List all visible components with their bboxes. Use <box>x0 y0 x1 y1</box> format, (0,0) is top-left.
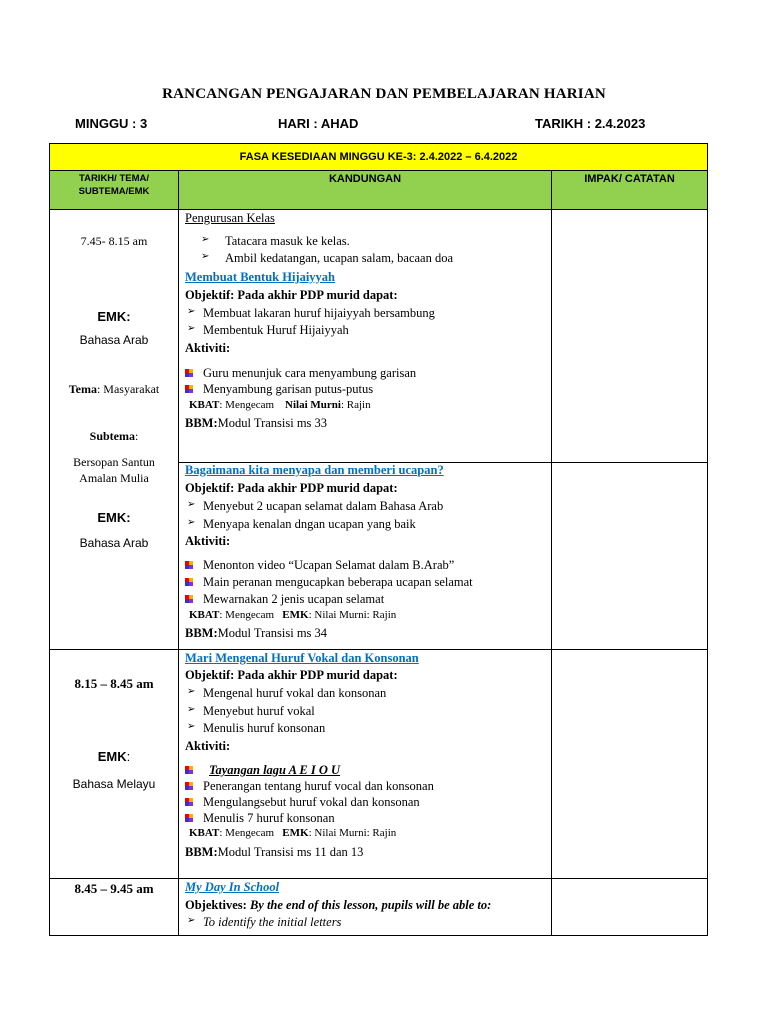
aktiviti-item <box>185 558 551 573</box>
bbm-label: BBM: <box>185 626 218 640</box>
subtema-label: Subtema <box>89 429 135 443</box>
subtema-line1: Bersopan Santun <box>73 455 155 469</box>
emk-value: : Nilai Murni: Rajin <box>308 827 397 839</box>
block1-emk-value: Bahasa Arab <box>79 333 149 347</box>
aktiviti-item-text: Main peranan mengucapkan beberapa ucapan selamat <box>203 575 473 589</box>
diamond-bullet-icon <box>185 814 193 822</box>
aktiviti-item-text: Mewarnakan 2 jenis ucapan selamat <box>203 592 385 606</box>
kbat-label: KBAT <box>189 399 220 411</box>
block3-aktiviti: Aktiviti: <box>185 739 231 753</box>
bbm-value: Modul Transisi ms 33 <box>217 416 328 430</box>
subtema-colon: : <box>135 429 139 443</box>
col-header-kandungan-label: KANDUNGAN <box>328 173 402 185</box>
diamond-bullet-icon <box>185 595 193 603</box>
objektif-item-text: Membentuk Huruf Hijaiyyah <box>203 323 349 337</box>
aktiviti-item <box>185 592 551 607</box>
block3-objektif: Objektif: Pada akhir PDP murid dapat: <box>185 668 398 682</box>
objektif-item-text: Menyebut 2 ucapan selamat dalam Bahasa Arab <box>203 499 444 513</box>
block1-tema <box>50 382 178 397</box>
pengurusan-item-text: Ambil kedatangan, ucapan salam, bacaan doa <box>225 251 454 265</box>
block4-objektif <box>185 898 491 913</box>
block1-subtema-value <box>50 454 178 486</box>
emk-colon: : <box>126 749 131 764</box>
tarikh-label: TARIKH : 2.4.2023 <box>535 116 646 131</box>
block4-time: 8.45 – 9.45 am <box>74 881 154 896</box>
col-header-kandungan <box>179 171 552 210</box>
block2-kbat-line <box>189 609 396 621</box>
nilai-value: : Rajin <box>340 399 371 411</box>
bbm-value: Modul Transisi ms 34 <box>217 626 328 640</box>
block1-aktiviti: Aktiviti: <box>185 341 231 355</box>
objektif-item: ➢ Mengenal huruf vokal dan konsonan <box>187 686 387 700</box>
hari-label: HARI : AHAD <box>278 116 359 131</box>
week-banner: FASA KESEDIAAN MINGGU KE-3: 2.4.2022 – 6.4.2022 <box>50 144 708 171</box>
block1-left-cell <box>50 210 179 650</box>
objektif-item: ➢ Membentuk Huruf Hijaiyyah <box>187 323 349 337</box>
document-title: RANCANGAN PENGAJARAN DAN PEMBELAJARAN HARIAN <box>162 86 606 102</box>
block2-impak-cell <box>552 463 708 650</box>
block3-emk-value: Bahasa Melayu <box>72 777 156 791</box>
kbat-value: : Mengecam <box>219 399 275 411</box>
objektif-item: ➢ Menulis huruf konsonan <box>187 721 326 735</box>
block3-left-cell <box>50 650 179 879</box>
aktiviti-item-text: Menyambung garisan putus-putus <box>203 382 374 396</box>
diamond-bullet-icon <box>185 766 193 774</box>
col-header-impak <box>552 171 708 210</box>
tema-label: Tema <box>68 382 97 396</box>
objektif-item: ➢ To identify the initial letters <box>187 915 342 929</box>
block3-bbm <box>185 845 363 860</box>
objektif-item-text: Menyebut huruf vokal <box>203 704 315 718</box>
emk-label: EMK <box>282 827 309 839</box>
objectives-text: By the end of this lesson, pupils will be able to: <box>246 898 492 912</box>
block3-content-cell <box>179 650 552 879</box>
col-header-tarikh-line2: SUBTEMA/EMK <box>78 186 150 197</box>
col-header-impak-label: IMPAK/ CATATAN <box>584 173 675 185</box>
block1-objektif: Objektif: Pada akhir PDP murid dapat: <box>185 288 398 302</box>
aktiviti-item <box>185 382 551 397</box>
pengurusan-item: ➢ Tatacara masuk ke kelas. <box>201 234 350 248</box>
objektif-item-text: To identify the initial letters <box>203 915 342 929</box>
block4-lesson-title: My Day In School <box>185 880 280 894</box>
diamond-bullet-icon <box>185 782 193 790</box>
aktiviti-item <box>185 575 551 590</box>
objektif-item: ➢ Menyebut 2 ucapan selamat dalam Bahasa Arab <box>187 499 444 513</box>
block1-subtema <box>50 429 178 444</box>
objektif-item: ➢ Menyebut huruf vokal <box>187 704 315 718</box>
objektif-item-text: Mengenal huruf vokal dan konsonan <box>203 686 387 700</box>
bbm-label: BBM: <box>185 845 218 859</box>
block1-impak-cell <box>552 210 708 463</box>
block1-bbm <box>185 416 327 431</box>
aktiviti-item <box>185 366 551 381</box>
kbat-label: KBAT <box>189 827 220 839</box>
objektif-item-text: Membuat lakaran huruf hijaiyyah bersambung <box>203 306 435 320</box>
block2-objektif: Objektif: Pada akhir PDP murid dapat: <box>185 481 398 495</box>
block3-kbat-line <box>189 827 396 839</box>
emk-value: : Nilai Murni: Rajin <box>308 609 397 621</box>
block2-bbm <box>185 626 327 641</box>
subtema-line2: Amalan Mulia <box>79 471 149 485</box>
lesson-plan-table <box>49 143 708 936</box>
block1-kbat-line <box>189 399 371 411</box>
pengurusan-item: ➢ Ambil kedatangan, ucapan salam, bacaan doa <box>201 251 454 265</box>
objektif-item: ➢ Membuat lakaran huruf hijaiyyah bersambung <box>187 306 435 320</box>
diamond-bullet-icon <box>185 369 193 377</box>
kbat-value: : Mengecam <box>219 827 275 839</box>
block2-aktiviti: Aktiviti: <box>185 534 231 548</box>
tema-value: : Masyarakat <box>96 382 160 396</box>
block1-content-cell <box>179 210 552 463</box>
aktiviti-item-text: Mengulangsebut huruf vokal dan konsonan <box>203 795 420 809</box>
objektif-item-text: Menyapa kenalan dngan ucapan yang baik <box>203 517 416 531</box>
diamond-bullet-icon <box>185 798 193 806</box>
block1-emk-label: EMK: <box>97 309 131 324</box>
emk-label: EMK <box>282 609 309 621</box>
aktiviti-item-text: Penerangan tentang huruf vocal dan konsonan <box>203 779 434 793</box>
col-header-tarikh-line1: TARIKH/ TEMA/ <box>78 173 149 184</box>
bbm-value: Modul Transisi ms 11 dan 13 <box>217 845 364 859</box>
aktiviti-item <box>185 763 551 778</box>
block3-lesson-title: Mari Mengenal Huruf Vokal dan Konsonan <box>185 651 419 665</box>
block3-emk <box>50 749 178 764</box>
aktiviti-item-text: Menonton video “Ucapan Selamat dalam B.Arab” <box>203 558 455 572</box>
block2-lesson-title: Bagaimana kita menyapa dan memberi ucapan? <box>185 463 444 477</box>
aktiviti-item-text: Menulis 7 huruf konsonan <box>203 811 335 825</box>
block2-content-cell <box>179 463 552 650</box>
aktiviti-item <box>185 779 551 794</box>
block2-emk-label: EMK: <box>97 510 131 525</box>
aktiviti-item-text: Tayangan lagu A E I O U <box>209 763 341 777</box>
block2-emk-value: Bahasa Arab <box>79 536 149 550</box>
objektif-item-text: Menulis huruf konsonan <box>203 721 326 735</box>
diamond-bullet-icon <box>185 385 193 393</box>
col-header-tarikh <box>50 171 179 210</box>
block3-time: 8.15 – 8.45 am <box>74 676 154 691</box>
objektif-item: ➢ Menyapa kenalan dngan ucapan yang baik <box>187 517 416 531</box>
block1-time: 7.45- 8.15 am <box>80 234 148 248</box>
block4-impak-cell <box>552 879 708 936</box>
objectives-label: Objektives: <box>185 898 247 912</box>
aktiviti-item <box>185 795 551 810</box>
aktiviti-item <box>185 811 551 826</box>
block1-lesson-title: Membuat Bentuk Hijaiyyah <box>185 270 336 284</box>
pengurusan-kelas-heading: Pengurusan Kelas <box>185 211 275 225</box>
diamond-bullet-icon <box>185 578 193 586</box>
diamond-bullet-icon <box>185 561 193 569</box>
block4-content-cell <box>179 879 552 936</box>
bbm-label: BBM: <box>185 416 218 430</box>
aktiviti-item-text: Guru menunjuk cara menyambung garisan <box>203 366 417 380</box>
block3-impak-cell <box>552 650 708 879</box>
emk-label: EMK <box>97 749 127 764</box>
minggu-label: MINGGU : 3 <box>75 116 148 131</box>
pengurusan-item-text: Tatacara masuk ke kelas. <box>225 234 350 248</box>
kbat-value: : Mengecam <box>219 609 275 621</box>
nilai-label: Nilai Murni <box>285 399 341 411</box>
kbat-label: KBAT <box>189 609 220 621</box>
block4-left-cell <box>50 879 179 936</box>
